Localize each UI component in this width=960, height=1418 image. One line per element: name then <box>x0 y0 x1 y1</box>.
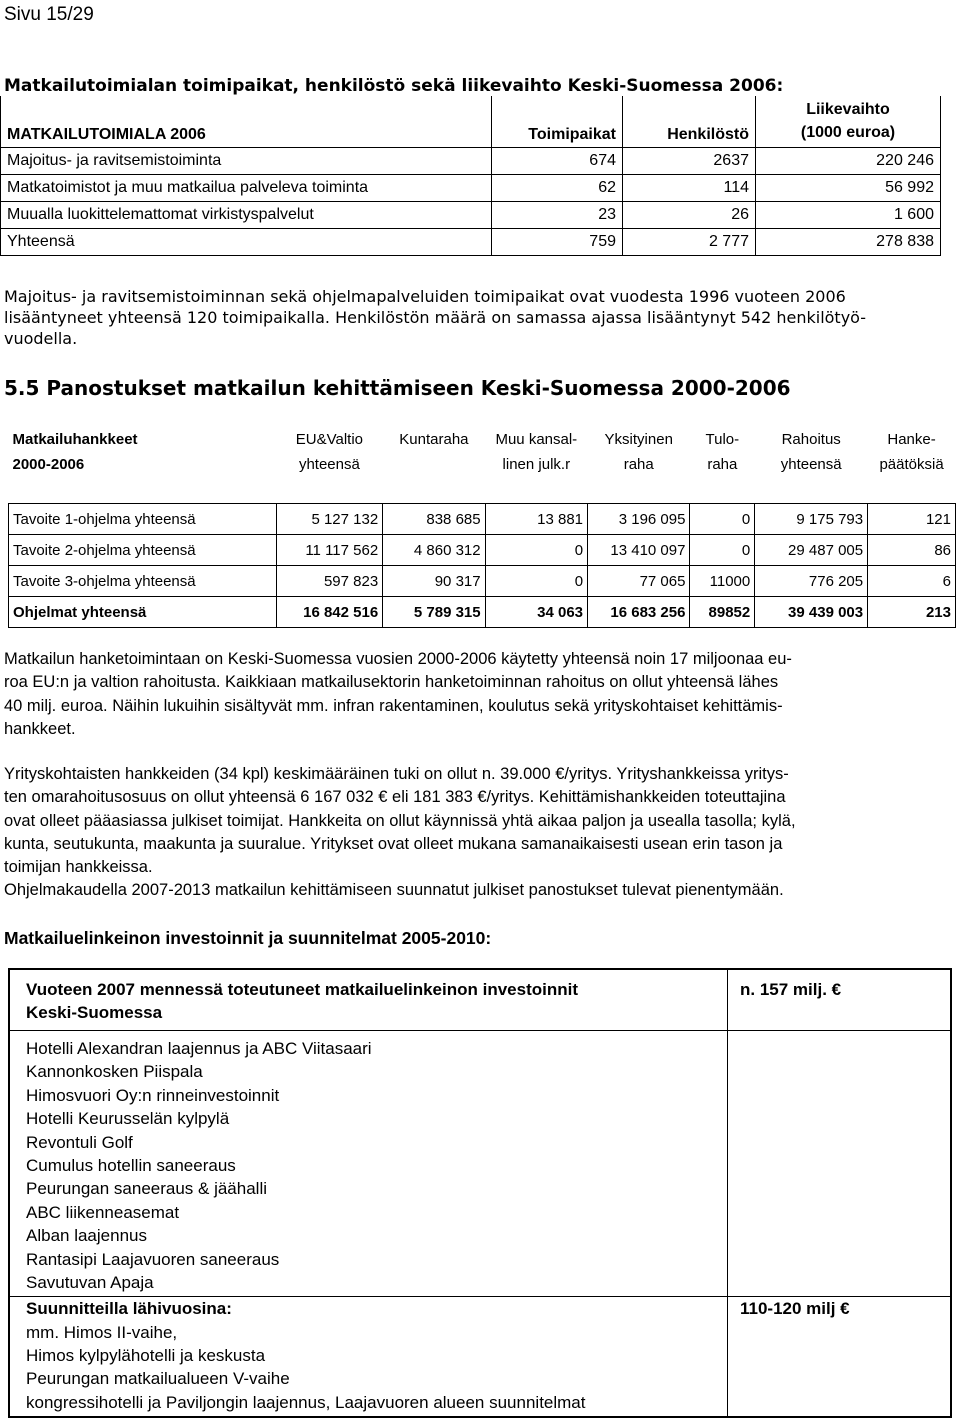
list-item: Rantasipi Laajavuoren saneeraus <box>26 1249 280 1269</box>
table-cell: 6 <box>868 566 956 597</box>
list-item: Alban laajennus <box>26 1226 147 1246</box>
column-header <box>9 426 277 491</box>
table-cell: 62 <box>492 175 623 202</box>
table-cell: 34 063 <box>485 597 587 628</box>
table-cell: 26 <box>623 202 756 229</box>
section-heading: 5.5 Panostukset matkailun kehittämiseen Keski-Suomessa 2000-2006 <box>4 376 791 400</box>
list-item: Hotelli Alexandran laajennus ja ABC Viitasaari <box>26 1039 372 1058</box>
table-cell: Yhteensä <box>1 229 492 256</box>
paragraph <box>4 763 944 903</box>
list-item: Cumulus hotellin saneeraus <box>26 1155 236 1175</box>
paragraph-line: hankkeet. <box>4 719 76 738</box>
column-header-line: Rahoitus <box>781 431 841 448</box>
section-title: Matkailutoimialan toimipaikat, henkilöstö sekä liikevaihto Keski-Suomessa 2006: <box>4 76 784 96</box>
box-header-amount: n. 157 milj. € <box>728 969 952 1031</box>
table-cell: 1 600 <box>756 202 941 229</box>
table-cell: 29 487 005 <box>755 535 868 566</box>
table-cell: 0 <box>690 535 755 566</box>
column-header-line: raha <box>707 456 738 473</box>
table-cell: 13 410 097 <box>588 535 690 566</box>
table-cell: 759 <box>492 229 623 256</box>
table-cell: 56 992 <box>756 175 941 202</box>
column-header-line: EU&Valtio <box>295 431 364 448</box>
table-row <box>1 229 941 256</box>
box-header-line: Keski-Suomessa <box>26 1003 163 1022</box>
table-cell: 16 683 256 <box>588 597 690 628</box>
table-cell: Muualla luokittelemattomat virkistyspalvelut <box>1 202 492 229</box>
column-header-line: Hanke- <box>887 431 936 448</box>
paragraph-line: Majoitus- ja ravitsemistoiminnan sekä ohjelmapalveluiden toimipaikat ovat vuodesta 1996 vuoteen 2006 <box>4 287 846 306</box>
table-cell: 838 685 <box>383 504 485 535</box>
paragraph-line: kunta, seutukunta, maakunta ja suuralue. Yritykset ovat olleet mukana samanaikaisesti usean erin tason ja <box>4 834 783 853</box>
table-cell: 23 <box>492 202 623 229</box>
table-row <box>9 1031 951 1297</box>
table-cell: 2637 <box>623 148 756 175</box>
list-item: Himos kylpylähotelli ja keskusta <box>26 1346 266 1366</box>
table-header-row <box>1 96 941 148</box>
table-cell: 213 <box>868 597 956 628</box>
table-cell: 16 842 516 <box>276 597 383 628</box>
list-item: mm. Himos II-vaihe, <box>26 1322 178 1342</box>
table-cell: 11 117 562 <box>276 535 383 566</box>
column-header-line: (1000 euroa) <box>800 124 896 141</box>
column-header-line: Liikevaihto <box>806 101 890 118</box>
table-cell: Tavoite 3-ohjelma yhteensä <box>9 566 277 597</box>
table-cell: Tavoite 1-ohjelma yhteensä <box>9 504 277 535</box>
column-header <box>868 426 956 491</box>
column-header-line: Kuntaraha <box>399 431 469 448</box>
table-cell: 9 175 793 <box>755 504 868 535</box>
column-header <box>588 426 690 491</box>
list-item: ABC liikenneasemat <box>26 1202 180 1222</box>
table-header-row <box>9 426 956 491</box>
table-cell: 2 777 <box>623 229 756 256</box>
table-row <box>9 504 956 535</box>
table-cell: 39 439 003 <box>755 597 868 628</box>
table-cell: Tavoite 2-ohjelma yhteensä <box>9 535 277 566</box>
planned-amount: 110-120 milj € <box>740 1299 850 1319</box>
table-cell: 13 881 <box>485 504 587 535</box>
column-header-line: raha <box>623 456 654 473</box>
table-cell: Ohjelmat yhteensä <box>9 597 277 628</box>
table-cell: 0 <box>485 535 587 566</box>
table-cell: 278 838 <box>756 229 941 256</box>
table-cell: Majoitus- ja ravitsemistoiminta <box>1 148 492 175</box>
table-cell: 77 065 <box>588 566 690 597</box>
list-item: kongressihotelli ja Paviljongin laajennus, Laajavuoren alueen suunnitelmat <box>26 1392 586 1412</box>
table-cell: 220 246 <box>756 148 941 175</box>
column-header <box>276 426 383 491</box>
list-item: Kannonkosken Piispala <box>26 1062 203 1082</box>
table-cell: 674 <box>492 148 623 175</box>
table-row <box>9 969 951 1031</box>
table-cell: 4 860 312 <box>383 535 485 566</box>
column-header <box>485 426 587 491</box>
column-header <box>756 96 941 148</box>
investments-table <box>8 968 952 1418</box>
table-row <box>1 202 941 229</box>
planned-list <box>9 1297 728 1417</box>
page-header: Sivu 15/29 <box>4 4 94 25</box>
list-item: Himosvuori Oy:n rinneinvestoinnit <box>26 1085 280 1105</box>
table-cell: 86 <box>868 535 956 566</box>
table-cell: 114 <box>623 175 756 202</box>
column-header: MATKAILUTOIMIALA 2006 <box>7 126 206 143</box>
column-header-line: Muu kansal- <box>495 431 578 448</box>
table-row <box>9 566 956 597</box>
paragraph-line: Matkailun hanketoimintaan on Keski-Suomessa vuosien 2000-2006 käytetty yhteensä noin 17 miljoonaa eu- <box>4 650 792 668</box>
paragraph-line: toimijan hankkeissa. <box>4 858 153 877</box>
column-header-line: päätöksiä <box>879 456 944 473</box>
empty-cell <box>728 1031 952 1297</box>
paragraph-line: 40 milj. euroa. Näihin lukuihin sisältyvät mm. infran rakentaminen, koulutus sekä yrityskohtaiset kehittämis- <box>4 696 783 715</box>
column-header-line: yhteensä <box>298 456 360 473</box>
section-heading: Matkailuelinkeinon investoinnit ja suunnitelmat 2005-2010: <box>4 928 492 948</box>
table-row <box>9 1297 951 1417</box>
column-header: Henkilöstö <box>623 96 756 148</box>
table-row <box>1 148 941 175</box>
column-header <box>690 426 755 491</box>
paragraph-line: ten omarahoitusosuus on ollut yhteensä 6 167 032 € eli 181 383 €/yritys. Kehittämishankkeiden toteuttajina <box>4 788 786 807</box>
column-header-line: Tulo- <box>705 431 740 448</box>
paragraph-line: Ohjelmakaudella 2007-2013 matkailun kehittämiseen suunnatut julkiset panostukset tulevat pienentymään. <box>4 881 784 900</box>
column-header-line: linen julk.r <box>502 456 571 473</box>
tourism-industry-table <box>0 96 941 256</box>
column-header-line: Matkailuhankkeet <box>12 431 138 448</box>
paragraph-line: roa EU:n ja valtion rahoitusta. Kaikkiaan matkailusektorin hanketoiminnan rahoitus on ollut yhteensä lähes <box>4 673 779 692</box>
table-cell: 5 127 132 <box>276 504 383 535</box>
column-header-line: yhteensä <box>780 456 842 473</box>
table-row <box>9 535 956 566</box>
table-cell: 3 196 095 <box>588 504 690 535</box>
table-cell: 776 205 <box>755 566 868 597</box>
box-header-line: Vuoteen 2007 mennessä toteutuneet matkailuelinkeinon investoinnit <box>26 980 579 999</box>
funding-table <box>8 426 956 628</box>
list-item: Hotelli Keurusselän kylpylä <box>26 1109 230 1129</box>
list-item: Peurungan saneeraus & jäähalli <box>26 1179 268 1199</box>
spacer-row <box>9 491 956 504</box>
planned-amount-cell <box>728 1297 952 1417</box>
table-cell: Matkatoimistot ja muu matkailua palveleva toiminta <box>1 175 492 202</box>
list-item: Peurungan matkailualueen V-vaihe <box>26 1369 290 1389</box>
list-item: Savutuvan Apaja <box>26 1272 154 1292</box>
table-cell: 121 <box>868 504 956 535</box>
planned-header: Suunnitteilla lähivuosina: <box>26 1299 232 1319</box>
paragraph-line: Yrityskohtaisten hankkeiden (34 kpl) keskimääräinen tuki on ollut n. 39.000 €/yritys. Yrityshankkeissa yritys- <box>4 765 789 783</box>
table-cell: 11000 <box>690 566 755 597</box>
table-cell: 5 789 315 <box>383 597 485 628</box>
column-header <box>755 426 868 491</box>
column-header: Toimipaikat <box>492 96 623 148</box>
column-header-line: 2000-2006 <box>12 456 85 473</box>
paragraph-line: ovat olleet pääasiassa julkiset toimijat. Hankkeita on ollut käynnissä yhtä aikaa paljon ja usealla tasolla; kylä, <box>4 811 796 830</box>
paragraph-line: lisääntyneet yhteensä 120 toimipaikalla. Henkilöstön määrä on samassa ajassa lisääntynyt 542 henkilötyö- <box>4 308 867 327</box>
list-item: Revontuli Golf <box>26 1132 133 1152</box>
table-row <box>1 175 941 202</box>
paragraph <box>4 286 866 349</box>
table-total-row <box>9 597 956 628</box>
table-cell: 90 317 <box>383 566 485 597</box>
column-header <box>383 426 485 491</box>
column-header-line: Yksityinen <box>604 431 673 448</box>
realized-list <box>9 1031 728 1297</box>
table-cell: 597 823 <box>276 566 383 597</box>
table-cell: 0 <box>690 504 755 535</box>
box-header <box>9 969 728 1031</box>
paragraph-line: vuodella. <box>4 329 78 348</box>
table-cell: 0 <box>485 566 587 597</box>
table-cell: 89852 <box>690 597 755 628</box>
paragraph <box>4 648 944 741</box>
